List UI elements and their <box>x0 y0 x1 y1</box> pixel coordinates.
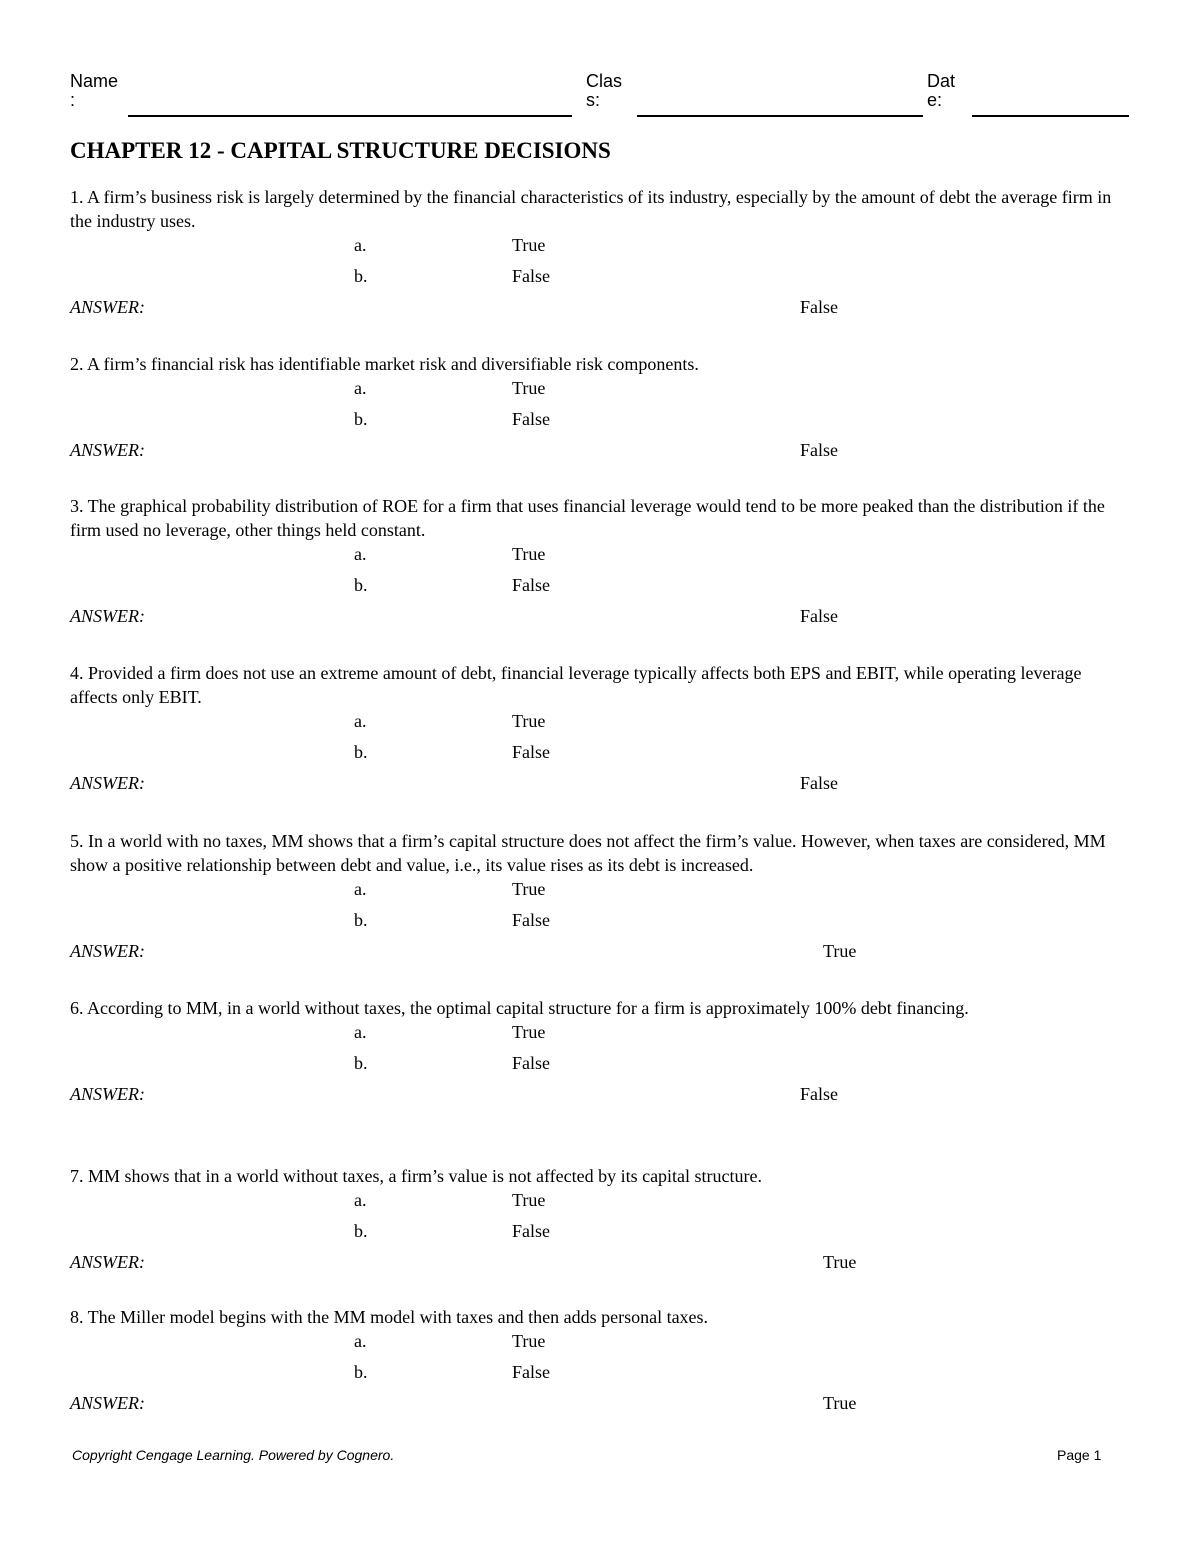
question-text: 8. The Miller model begins with the MM model with taxes and then adds personal taxes. <box>70 1307 709 1327</box>
page-number: Page 1 <box>1057 1447 1102 1463</box>
option-letter: b. <box>354 1221 368 1241</box>
answer-value: False <box>800 297 838 317</box>
option-a[interactable] <box>70 709 1132 740</box>
option-letter: a. <box>354 378 367 398</box>
option-b[interactable] <box>70 908 1132 939</box>
answer-row <box>70 771 1132 795</box>
answer-value: True <box>823 1393 857 1413</box>
option-b[interactable] <box>70 573 1132 604</box>
question-text: 2. A firm’s financial risk has identifiable market risk and diversifiable risk components. <box>70 354 699 374</box>
question-2 <box>70 352 1132 462</box>
option-label: True <box>512 879 546 899</box>
answer-row <box>70 1391 1132 1415</box>
answer-value: True <box>823 941 857 961</box>
option-label: True <box>512 1190 546 1210</box>
option-letter: a. <box>354 1022 367 1042</box>
option-b[interactable] <box>70 740 1132 771</box>
class-label: Clas s: <box>586 71 623 110</box>
option-a[interactable] <box>70 877 1132 908</box>
option-label: True <box>512 1331 546 1351</box>
answer-row <box>70 604 1132 628</box>
option-label: True <box>512 544 546 564</box>
option-letter: b. <box>354 910 368 930</box>
question-text: 3. The graphical probability distribution of ROE for a firm that uses financial leverage would tend to be more peaked than the distribution if the firm used no leverage, other things held constant. <box>70 496 1105 540</box>
option-b[interactable] <box>70 1360 1132 1391</box>
answer-label: ANSWER: <box>70 606 145 626</box>
answer-value: False <box>800 1084 838 1104</box>
option-a[interactable] <box>70 1020 1132 1051</box>
option-letter: b. <box>354 266 368 286</box>
option-b[interactable] <box>70 407 1132 438</box>
option-letter: a. <box>354 1331 367 1351</box>
question-5 <box>70 829 1132 963</box>
date-field-line[interactable] <box>972 115 1129 117</box>
option-b[interactable] <box>70 264 1132 295</box>
answer-label: ANSWER: <box>70 297 145 317</box>
answer-value: False <box>800 773 838 793</box>
answer-label: ANSWER: <box>70 440 145 460</box>
option-a[interactable] <box>70 1329 1132 1360</box>
option-letter: b. <box>354 409 368 429</box>
option-letter: a. <box>354 235 367 255</box>
option-label: False <box>512 742 550 762</box>
option-label: False <box>512 1221 550 1241</box>
answer-row <box>70 939 1132 963</box>
option-a[interactable] <box>70 1188 1132 1219</box>
option-letter: a. <box>354 1190 367 1210</box>
answer-row <box>70 295 1132 319</box>
option-label: False <box>512 266 550 286</box>
option-letter: a. <box>354 711 367 731</box>
option-label: True <box>512 378 546 398</box>
answer-label: ANSWER: <box>70 1084 145 1104</box>
answer-value: False <box>800 440 838 460</box>
question-text: 4. Provided a firm does not use an extreme amount of debt, financial leverage typically affects both EPS and EBIT, while operating leverage affects only EBIT. <box>70 663 1082 707</box>
option-a[interactable] <box>70 542 1132 573</box>
answer-row <box>70 1250 1132 1274</box>
option-letter: b. <box>354 575 368 595</box>
option-letter: a. <box>354 879 367 899</box>
answer-label: ANSWER: <box>70 941 145 961</box>
option-label: False <box>512 1362 550 1382</box>
option-label: False <box>512 575 550 595</box>
question-6 <box>70 996 1132 1106</box>
question-4 <box>70 661 1132 795</box>
option-label: False <box>512 409 550 429</box>
question-1 <box>70 185 1132 319</box>
name-label: Name : <box>70 71 119 110</box>
answer-label: ANSWER: <box>70 1252 145 1272</box>
class-field-line[interactable] <box>637 115 923 117</box>
answer-row <box>70 438 1132 462</box>
answer-label: ANSWER: <box>70 1393 145 1413</box>
question-text: 5. In a world with no taxes, MM shows that a firm’s capital structure does not affect the firm’s value. However, when taxes are considered, MM show a positive relationship between debt and value, i.e., its value rises as its debt is increased. <box>70 831 1106 875</box>
option-b[interactable] <box>70 1051 1132 1082</box>
question-text: 6. According to MM, in a world without taxes, the optimal capital structure for a firm is approximately 100% debt financing. <box>70 998 969 1018</box>
page-title: CHAPTER 12 - CAPITAL STRUCTURE DECISIONS <box>70 138 611 163</box>
option-label: False <box>512 1053 550 1073</box>
question-7 <box>70 1164 1132 1274</box>
option-b[interactable] <box>70 1219 1132 1250</box>
answer-value: True <box>823 1252 857 1272</box>
option-a[interactable] <box>70 376 1132 407</box>
question-8 <box>70 1305 1132 1415</box>
footer-copyright: Copyright Cengage Learning. Powered by Cognero. <box>72 1447 395 1463</box>
question-3 <box>70 494 1132 628</box>
option-label: True <box>512 711 546 731</box>
option-label: True <box>512 1022 546 1042</box>
option-letter: b. <box>354 742 368 762</box>
name-field-line[interactable] <box>128 115 572 117</box>
option-label: False <box>512 910 550 930</box>
answer-row <box>70 1082 1132 1106</box>
option-a[interactable] <box>70 233 1132 264</box>
option-letter: a. <box>354 544 367 564</box>
answer-value: False <box>800 606 838 626</box>
question-text: 1. A firm’s business risk is largely determined by the financial characteristics of its industry, especially by the amount of debt the average firm in the industry uses. <box>70 187 1112 231</box>
option-letter: b. <box>354 1053 368 1073</box>
answer-label: ANSWER: <box>70 773 145 793</box>
question-text: 7. MM shows that in a world without taxes, a firm’s value is not affected by its capital structure. <box>70 1166 763 1186</box>
option-letter: b. <box>354 1362 368 1382</box>
option-label: True <box>512 235 546 255</box>
date-label: Dat e: <box>927 71 956 110</box>
